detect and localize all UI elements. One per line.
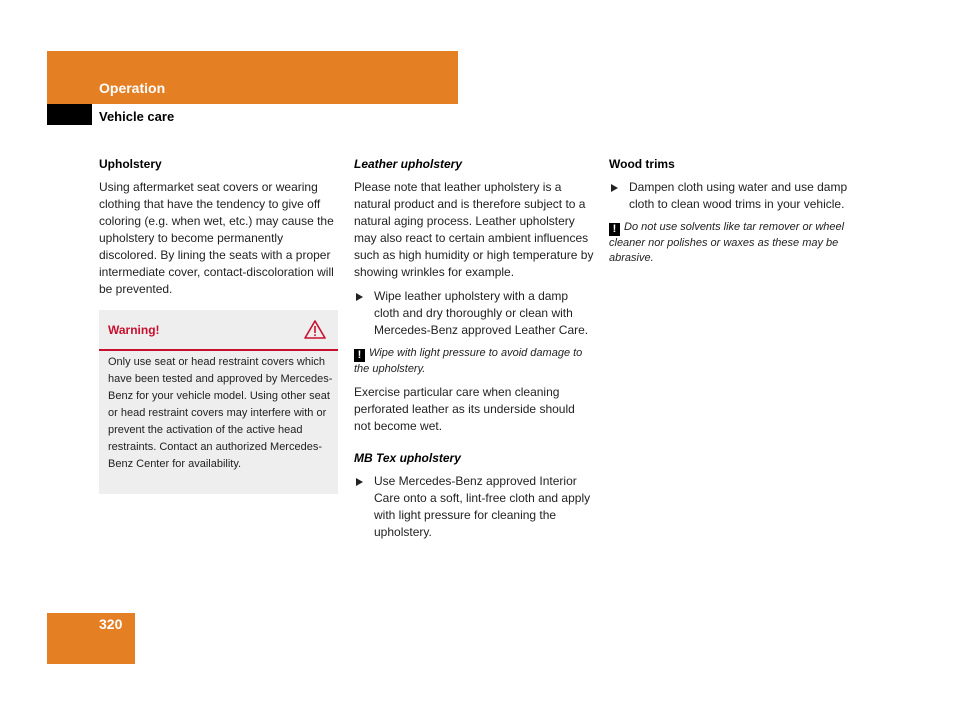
column-leather (354, 156, 594, 541)
wood-heading: Wood trims (609, 157, 675, 171)
leather-note (354, 346, 594, 377)
warning-box (99, 310, 338, 494)
leather-bullet (354, 288, 594, 339)
mbtex-heading: MB Tex upholstery (354, 451, 461, 465)
upholstery-body: Using aftermarket seat covers or wearing clothing that have the tendency to give off coloring (e.g. when wet, etc.) may cause the upholstery to become permanently discolored. By lining the seats with a proper intermediate cover, contact-discoloration will be prevented. (99, 180, 334, 296)
exclamation-icon: ! (609, 223, 620, 236)
wood-note-text: Do not use solvents like tar remover or wheel cleaner nor polishes or waxes as these may be abrasive. (609, 221, 845, 264)
leather-body: Please note that leather upholstery is a natural product and is therefore subject to a natural aging process. Leather upholstery may also react to certain ambient influences such as high humidity or high temperature by showing wrinkles for example. (354, 180, 594, 279)
mbtex-bullet (354, 473, 594, 541)
leather-note-text: Wipe with light pressure to avoid damage to the upholstery. (354, 347, 583, 375)
header-band (47, 51, 458, 104)
wood-bullet (609, 179, 849, 213)
subsection-title: Vehicle care (99, 109, 175, 124)
bullet-arrow-icon (611, 184, 618, 192)
column-wood (609, 156, 849, 266)
header-tab-marker (47, 104, 92, 125)
page-number: 320 (99, 616, 123, 632)
warning-triangle-icon (304, 319, 326, 344)
wood-note (609, 220, 849, 266)
section-title: Operation (99, 80, 166, 96)
wood-bullet-text: Dampen cloth using water and use damp cloth to clean wood trims in your vehicle. (629, 180, 848, 211)
warning-divider (99, 349, 338, 351)
mbtex-bullet-text: Use Mercedes-Benz approved Interior Care onto a soft, lint-free cloth and apply with light pressure for cleaning the upholstery. (374, 474, 591, 539)
leather-body-2: Exercise particular care when cleaning perforated leather as its underside should not become wet. (354, 385, 575, 433)
warning-text: Only use seat or head restraint covers which have been tested and approved by Mercedes-Benz for your vehicle model. Using other seat or head restraint covers may interfere with or prevent the activation of the active head restraints. Contact an authorized Mercedes-Benz Center for availability. (108, 356, 333, 470)
bullet-arrow-icon (356, 293, 363, 301)
column-upholstery (99, 156, 339, 298)
warning-label: Warning! (108, 323, 160, 337)
leather-bullet-text: Wipe leather upholstery with a damp cloth and dry thoroughly or clean with Mercedes-Benz approved Leather Care. (374, 289, 589, 337)
exclamation-icon: ! (354, 349, 365, 362)
upholstery-heading: Upholstery (99, 157, 162, 171)
leather-heading: Leather upholstery (354, 157, 463, 171)
bullet-arrow-icon (356, 478, 363, 486)
